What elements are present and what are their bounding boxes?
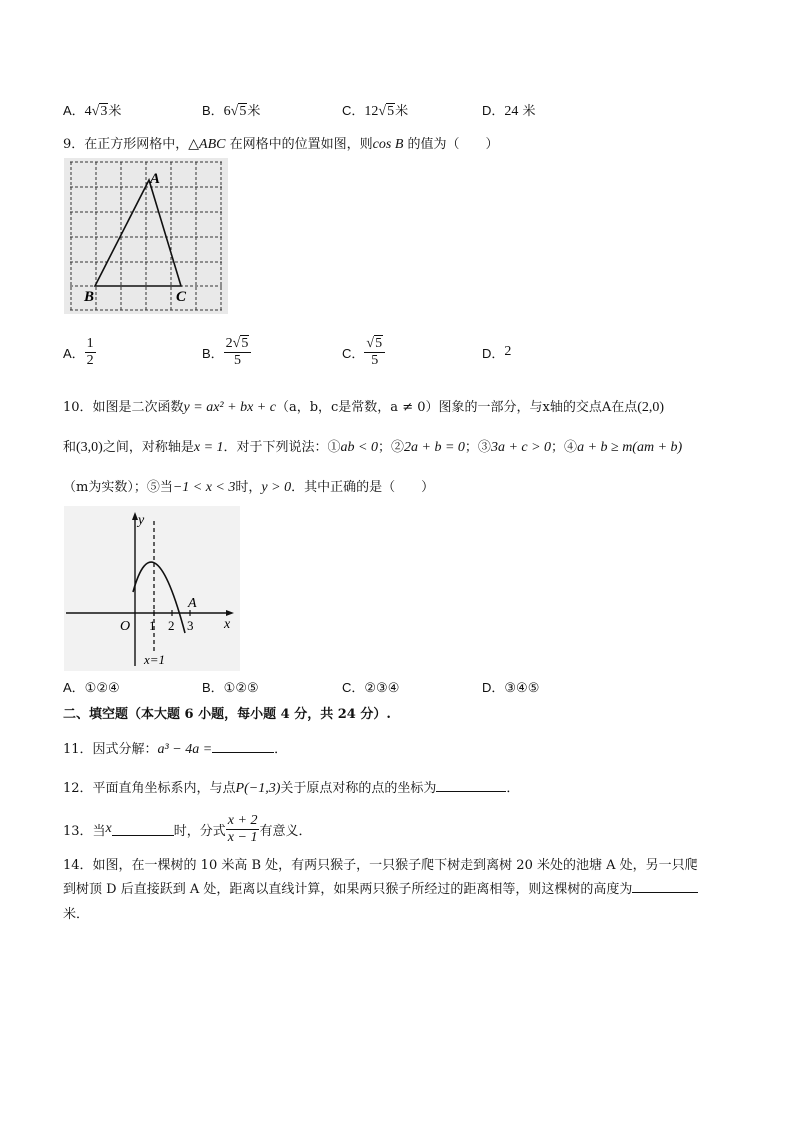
fraction: $\frac{x + 2}{x - 1}$ [227,812,258,845]
tick-label-2: 2 [168,618,175,633]
q10-option-b: B．①②⑤ [202,680,259,696]
vertex-b-label: B [84,289,95,305]
figure-background [64,506,240,671]
x-axis-label: x [224,617,231,632]
answer-blank[interactable] [436,779,506,792]
origin-label: O [120,619,131,634]
q11: 11．因式分解：a³ − 4a = ． [63,742,288,757]
vertex-a-label: A [150,171,161,187]
q9-stem: 9．在正方形网格中，△ABC 在网格中的位置如图，则cos B 的值为（ ） [63,137,499,152]
q10-option-c: C．②③④ [342,680,400,696]
sqrt-sign: √5 [232,335,249,351]
q9-option-a: A． $\frac{1}{2}$ [63,335,94,368]
fraction: $\frac{1}{2}$ [86,335,94,368]
q10-line-2: 和(3,0)之间，对称轴是x = 1．对于下列说法：①ab < 0；②2a + b = 0；③3a + c > 0；④a + b ≥ m(am + b) [63,440,683,455]
q10-line-3: （m为实数）；⑤当−1 < x < 3时，y > 0．其中正确的是（ ） [63,480,435,495]
section-heading: 二、填空题（本大题 6 小题，每小题 4 分，共 24 分）. [63,707,391,722]
q13: 13．当 x 时，分式 $\frac{x + 2}{x - 1}$ 有意义． [63,812,312,845]
symmetry-axis-label: x=1 [144,652,166,667]
q10-line-1: 10．如图是二次函数y = ax² + bx + c（a，b，c是常数，a ≠ 0）图象的一部分，与x轴的交点A在点(2,0) [63,400,665,415]
fraction: $\frac{√5}{5}$ [364,336,385,369]
fraction: $\frac{2√5}{5}$ [224,336,252,369]
sqrt-sign: √5 [230,104,247,119]
q14-line-3: 米． [63,907,90,922]
q9-option-b: B． $\frac{2√5}{5}$ [202,332,251,372]
tick-label-1: 1 [149,618,156,633]
q14-line-1: 14．如图，在一棵树的 10 米高 B 处，有两只猴子，一只猴子爬下树走到离树 20 米处的池塘 A 处，另一只爬 [63,858,698,873]
y-axis-label: y [138,513,145,528]
q8-option-c: C．12√5米 [342,103,409,119]
answer-blank[interactable] [112,823,174,836]
q8-option-a: A．4√3米 [63,103,122,119]
q10-options [63,677,743,697]
q8-options [63,100,743,122]
point-a-label: A [188,596,197,611]
tick-label-3: 3 [187,618,194,633]
sqrt-sign: √5 [366,335,383,351]
q14-line-2: 到树顶 D 后直接跃到 A 处，距离以直线计算，如果两只猴子所经过的距离相等，则这棵树的高度为 [63,878,698,897]
q8-option-b: B．6√5米 [202,103,261,119]
answer-blank[interactable] [632,880,698,893]
q10-option-a: A．①②④ [63,680,120,696]
q10-option-d: D．③④⑤ [482,680,540,696]
vertex-c-label: C [176,289,187,305]
q9-grid-figure [64,158,228,314]
answer-blank[interactable] [212,740,274,753]
q12: 12．平面直角坐标系内，与点P(−1,3)关于原点对称的点的坐标为 ． [63,781,520,796]
sqrt-sign: √3 [91,104,108,119]
q9-option-d: D． 2 [482,344,512,361]
q10-parabola-figure [64,506,240,671]
q8-option-d: D．24 米 [482,103,536,119]
q9-option-c: C． $\frac{√5}{5}$ [342,332,385,372]
sqrt-sign: √5 [378,104,395,119]
q9-options [63,332,743,372]
